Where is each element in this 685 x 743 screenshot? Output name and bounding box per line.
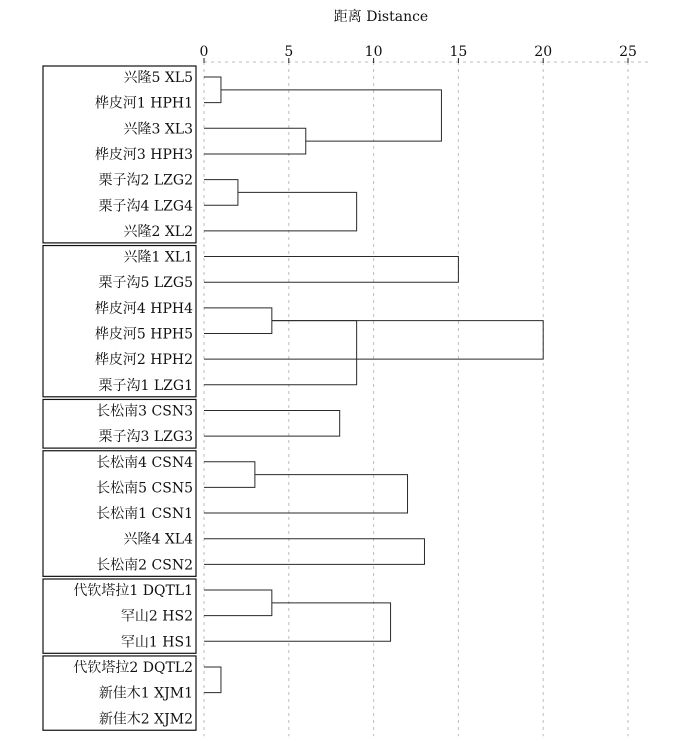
leaf-label: 代钦塔拉1 DQTL1: [73, 583, 193, 599]
x-tick-label: 5: [284, 44, 294, 60]
dendrogram-branch: [204, 539, 424, 565]
leaf-label: 栗子沟5 LZG5: [98, 275, 193, 292]
leaf-labels: [73, 70, 193, 727]
leaf-label: 罕山1 HS1: [120, 634, 193, 651]
leaf-label: 兴隆2 XL2: [123, 223, 193, 240]
leaf-label: 长松南3 CSN3: [96, 403, 193, 420]
dendrogram-branch: [221, 90, 441, 141]
leaf-label: 桦皮河5 HPH5: [94, 326, 193, 343]
dendrogram-branch: [204, 180, 238, 206]
leaf-label: 新佳木1 XJM1: [98, 685, 193, 702]
leaf-label: 长松南1 CSN1: [96, 506, 193, 523]
dendrogram-branch: [204, 590, 272, 616]
x-tick-label: 25: [619, 44, 637, 60]
x-tick-label: 0: [199, 44, 209, 60]
dendrogram-branch: [204, 128, 306, 154]
leaf-label: 代钦塔拉2 DQTL2: [73, 659, 193, 676]
dendrogram-branch: [204, 410, 340, 436]
dendrogram-branch: [204, 308, 272, 334]
leaf-label: 长松南4 CSN4: [96, 454, 193, 471]
dendrogram-branch: [204, 257, 458, 283]
grid-layer: [204, 62, 652, 736]
leaf-label: 兴隆5 XL5: [123, 70, 193, 86]
leaf-label: 栗子沟2 LZG2: [98, 172, 193, 189]
leaf-label: 长松南5 CSN5: [96, 480, 193, 497]
leaf-label: 栗子沟4 LZG4: [98, 198, 193, 215]
leaf-label: 新佳木2 XJM2: [98, 711, 193, 728]
dendrogram-branch: [204, 462, 255, 488]
leaf-label: 栗子沟3 LZG3: [98, 429, 193, 446]
cluster-group-box: [43, 246, 196, 397]
leaf-label: 桦皮河4 HPH4: [94, 300, 193, 317]
leaf-label: 罕山2 HS2: [120, 608, 193, 625]
x-tick-label: 15: [449, 44, 468, 60]
leaf-label: 桦皮河2 HPH2: [94, 352, 193, 369]
dendrogram-branch: [204, 192, 357, 230]
group-boxes: [43, 66, 196, 730]
leaf-label: 兴隆1 XL1: [123, 249, 193, 266]
leaf-label: 栗子沟1 LZG1: [98, 377, 193, 394]
x-axis-ticks: [200, 44, 637, 63]
x-tick-label: 20: [534, 44, 553, 60]
leaf-label: 长松南2 CSN2: [96, 557, 193, 574]
dendrogram-branch: [204, 667, 221, 693]
leaf-label: 桦皮河3 HPH3: [94, 146, 193, 163]
x-tick-label: 10: [364, 44, 383, 60]
chart-title: 距离 Distance: [333, 9, 429, 25]
leaf-label: 桦皮河1 HPH1: [94, 95, 193, 112]
leaf-label: 兴隆4 XL4: [123, 531, 193, 548]
dendrogram-branch: [204, 603, 391, 641]
leaf-label: 兴隆3 XL3: [123, 121, 193, 138]
dendrogram-branch: [204, 475, 408, 513]
dendrogram-branch: [204, 321, 357, 385]
dendrogram-branch: [204, 77, 221, 103]
dendrogram-branch: [204, 321, 543, 359]
